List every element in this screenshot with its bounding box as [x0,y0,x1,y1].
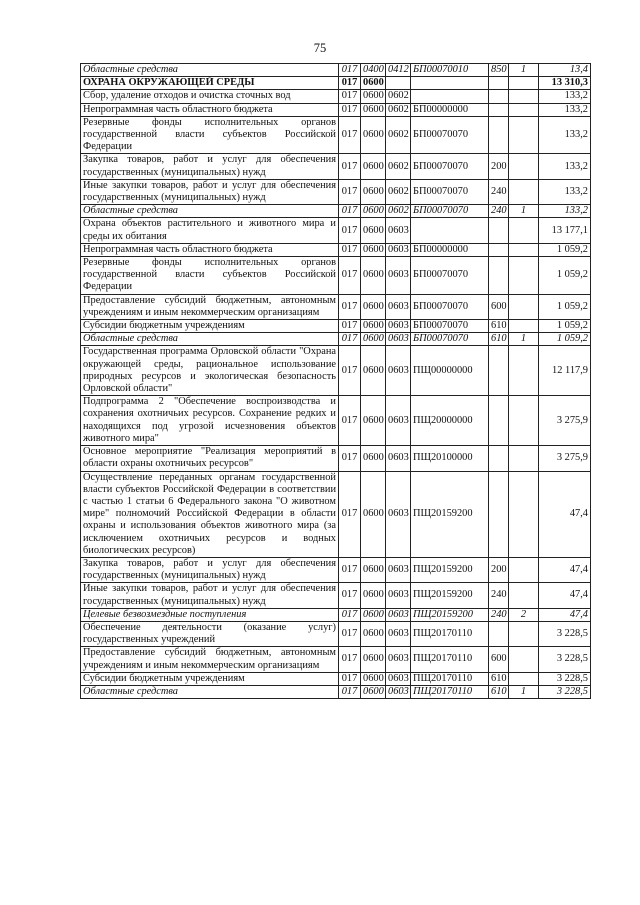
table-row [81,583,591,608]
row-expense-type-cell: 240 [489,179,509,204]
row-funding-source-cell [509,346,539,396]
row-grbs-cell: 017 [339,90,361,103]
row-grbs-cell: 017 [339,446,361,471]
table-row [81,346,591,396]
row-target-article-cell: БП00070070 [411,179,489,204]
row-funding-source-cell [509,647,539,672]
row-name-cell: Непрограммная часть областного бюджета [81,103,339,116]
row-grbs-cell: 017 [339,333,361,346]
row-target-article-cell: ПЩ20159200 [411,583,489,608]
row-subsection-cell: 0412 [386,64,411,77]
row-grbs-cell: 017 [339,583,361,608]
row-subsection-cell: 0603 [386,647,411,672]
table-row [81,557,591,582]
table-row [81,672,591,685]
row-name-cell: Подпрограмма 2 "Обеспечение воспроизводства и сохранения охотничьих ресурсов. Сохранение редких и находящихся под угрозой исчезновения объектов животного мира" [81,396,339,446]
table-row [81,621,591,646]
row-amount-cell: 47,4 [539,608,591,621]
row-grbs-cell: 017 [339,557,361,582]
row-funding-source-cell [509,583,539,608]
row-name-cell: Закупка товаров, работ и услуг для обеспечения государственных (муниципальных) нужд [81,154,339,179]
row-funding-source-cell: 1 [509,64,539,77]
row-target-article-cell: БП00070070 [411,333,489,346]
row-name-cell: Резервные фонды исполнительных органов государственной власти субъектов Российской Федерации [81,116,339,154]
row-expense-type-cell [489,471,509,557]
row-amount-cell: 13,4 [539,64,591,77]
row-target-article-cell: ПЩ00000000 [411,346,489,396]
row-target-article-cell: БП00070010 [411,64,489,77]
row-funding-source-cell [509,179,539,204]
row-target-article-cell: БП00000000 [411,243,489,256]
row-section-cell: 0600 [361,320,386,333]
row-section-cell: 0600 [361,294,386,319]
row-funding-source-cell [509,90,539,103]
row-subsection-cell: 0603 [386,257,411,295]
row-amount-cell: 47,4 [539,557,591,582]
row-name-cell: Предоставление субсидий бюджетным, автономным учреждениям и иным некоммерческим организациям [81,294,339,319]
row-grbs-cell: 017 [339,116,361,154]
row-grbs-cell: 017 [339,294,361,319]
row-expense-type-cell: 200 [489,154,509,179]
row-target-article-cell: ПЩ20170110 [411,672,489,685]
row-funding-source-cell [509,621,539,646]
row-name-cell: Основное мероприятие "Реализация мероприятий в области охраны охотничьих ресурсов" [81,446,339,471]
row-section-cell: 0600 [361,471,386,557]
row-funding-source-cell [509,218,539,243]
table-row [81,446,591,471]
row-expense-type-cell [489,103,509,116]
row-subsection-cell: 0602 [386,154,411,179]
row-funding-source-cell [509,77,539,90]
row-subsection-cell [386,77,411,90]
row-target-article-cell: ПЩ20170110 [411,647,489,672]
table-row [81,333,591,346]
row-name-cell: Предоставление субсидий бюджетным, автономным учреждениям и иным некоммерческим организациям [81,647,339,672]
row-name-cell: Закупка товаров, работ и услуг для обеспечения государственных (муниципальных) нужд [81,557,339,582]
row-target-article-cell [411,218,489,243]
row-target-article-cell: БП00070070 [411,294,489,319]
row-expense-type-cell [489,90,509,103]
table-row [81,608,591,621]
row-amount-cell: 3 228,5 [539,672,591,685]
row-grbs-cell: 017 [339,179,361,204]
row-funding-source-cell [509,257,539,295]
row-name-cell: Государственная программа Орловской области "Охрана окружающей среды, рациональное использование природных ресурсов и экологическая безопасность Орловской области" [81,346,339,396]
row-section-cell: 0600 [361,346,386,396]
row-expense-type-cell [489,116,509,154]
row-target-article-cell: ПЩ20159200 [411,608,489,621]
row-funding-source-cell [509,294,539,319]
row-subsection-cell: 0603 [386,583,411,608]
row-expense-type-cell: 600 [489,647,509,672]
row-expense-type-cell: 240 [489,205,509,218]
row-expense-type-cell [489,621,509,646]
row-expense-type-cell: 240 [489,608,509,621]
row-target-article-cell [411,90,489,103]
row-target-article-cell: ПЩ20170110 [411,621,489,646]
row-name-cell: Целевые безвозмездные поступления [81,608,339,621]
row-section-cell: 0600 [361,257,386,295]
row-section-cell: 0600 [361,243,386,256]
row-grbs-cell: 017 [339,621,361,646]
row-amount-cell: 3 275,9 [539,396,591,446]
row-subsection-cell: 0603 [386,608,411,621]
row-grbs-cell: 017 [339,685,361,698]
table-row [81,320,591,333]
table-row [81,77,591,90]
row-funding-source-cell: 2 [509,608,539,621]
row-grbs-cell: 017 [339,672,361,685]
row-target-article-cell: ПЩ20170110 [411,685,489,698]
table-row [81,90,591,103]
row-expense-type-cell [489,346,509,396]
row-subsection-cell: 0603 [386,218,411,243]
row-grbs-cell: 017 [339,218,361,243]
table-row [81,64,591,77]
row-section-cell: 0600 [361,396,386,446]
row-subsection-cell: 0603 [386,346,411,396]
row-funding-source-cell [509,116,539,154]
table-row [81,116,591,154]
row-section-cell: 0600 [361,557,386,582]
row-amount-cell: 3 228,5 [539,685,591,698]
row-target-article-cell: БП00000000 [411,103,489,116]
row-funding-source-cell [509,243,539,256]
row-amount-cell: 133,2 [539,154,591,179]
row-amount-cell: 47,4 [539,471,591,557]
row-funding-source-cell [509,672,539,685]
row-grbs-cell: 017 [339,103,361,116]
row-target-article-cell: ПЩ20159200 [411,557,489,582]
row-name-cell: Областные средства [81,205,339,218]
row-section-cell: 0600 [361,103,386,116]
row-name-cell: Обеспечение деятельности (оказание услуг) государственных учреждений [81,621,339,646]
row-grbs-cell: 017 [339,154,361,179]
row-amount-cell: 3 275,9 [539,446,591,471]
row-name-cell: Осуществление переданных органам государственной власти субъектов Российской Федерации в соответствии с частью 1 статьи 6 Федерального закона "О животном мире" полномочий Российской Федерации в области охраны и использования объектов животного мира (за исключением охотничьих ресурсов и водных биологических ресурсов) [81,471,339,557]
row-funding-source-cell: 1 [509,685,539,698]
row-target-article-cell: ПЩ20159200 [411,471,489,557]
row-subsection-cell: 0603 [386,557,411,582]
row-expense-type-cell: 610 [489,685,509,698]
row-section-cell: 0600 [361,116,386,154]
row-funding-source-cell [509,396,539,446]
row-amount-cell: 47,4 [539,583,591,608]
row-amount-cell: 133,2 [539,103,591,116]
row-subsection-cell: 0603 [386,396,411,446]
row-expense-type-cell: 610 [489,333,509,346]
row-grbs-cell: 017 [339,608,361,621]
row-amount-cell: 1 059,2 [539,333,591,346]
row-grbs-cell: 017 [339,64,361,77]
row-subsection-cell: 0602 [386,103,411,116]
row-target-article-cell: БП00070070 [411,320,489,333]
row-name-cell: Резервные фонды исполнительных органов государственной власти субъектов Российской Федерации [81,257,339,295]
row-expense-type-cell [489,218,509,243]
table-row [81,218,591,243]
row-expense-type-cell [489,243,509,256]
table-row [81,647,591,672]
row-subsection-cell: 0602 [386,116,411,154]
row-amount-cell: 12 117,9 [539,346,591,396]
row-funding-source-cell [509,557,539,582]
row-name-cell: Иные закупки товаров, работ и услуг для обеспечения государственных (муниципальных) нужд [81,179,339,204]
row-section-cell: 0600 [361,90,386,103]
row-section-cell: 0600 [361,621,386,646]
row-target-article-cell: БП00070070 [411,205,489,218]
table-row [81,471,591,557]
row-amount-cell: 1 059,2 [539,320,591,333]
row-subsection-cell: 0603 [386,243,411,256]
row-name-cell: Областные средства [81,64,339,77]
row-grbs-cell: 017 [339,257,361,295]
row-funding-source-cell: 1 [509,205,539,218]
row-name-cell: Субсидии бюджетным учреждениям [81,672,339,685]
table-row [81,243,591,256]
row-subsection-cell: 0603 [386,320,411,333]
row-subsection-cell: 0602 [386,179,411,204]
row-amount-cell: 3 228,5 [539,647,591,672]
row-target-article-cell: БП00070070 [411,257,489,295]
table-row [81,103,591,116]
row-section-cell: 0400 [361,64,386,77]
table-row [81,179,591,204]
row-section-cell: 0600 [361,333,386,346]
row-expense-type-cell [489,396,509,446]
row-target-article-cell: БП00070070 [411,116,489,154]
row-section-cell: 0600 [361,179,386,204]
row-name-cell: ОХРАНА ОКРУЖАЮЩЕЙ СРЕДЫ [81,77,339,90]
row-target-article-cell: БП00070070 [411,154,489,179]
row-grbs-cell: 017 [339,320,361,333]
row-funding-source-cell [509,103,539,116]
row-expense-type-cell: 600 [489,294,509,319]
table-row [81,257,591,295]
row-expense-type-cell: 200 [489,557,509,582]
row-expense-type-cell: 240 [489,583,509,608]
table-row [81,396,591,446]
row-section-cell: 0600 [361,672,386,685]
budget-table [80,63,591,699]
row-name-cell: Сбор, удаление отходов и очистка сточных вод [81,90,339,103]
row-section-cell: 0600 [361,583,386,608]
row-subsection-cell: 0603 [386,333,411,346]
row-section-cell: 0600 [361,685,386,698]
row-amount-cell: 133,2 [539,90,591,103]
row-expense-type-cell [489,77,509,90]
row-grbs-cell: 017 [339,471,361,557]
row-section-cell: 0600 [361,218,386,243]
row-expense-type-cell: 850 [489,64,509,77]
row-section-cell: 0600 [361,608,386,621]
row-subsection-cell: 0603 [386,294,411,319]
row-target-article-cell [411,77,489,90]
page-number: 75 [313,41,327,55]
row-section-cell: 0600 [361,77,386,90]
row-funding-source-cell: 1 [509,333,539,346]
row-name-cell: Непрограммная часть областного бюджета [81,243,339,256]
row-subsection-cell: 0603 [386,471,411,557]
row-expense-type-cell [489,446,509,471]
row-name-cell: Областные средства [81,685,339,698]
row-funding-source-cell [509,446,539,471]
row-amount-cell: 1 059,2 [539,294,591,319]
table-row [81,205,591,218]
row-amount-cell: 13 177,1 [539,218,591,243]
row-section-cell: 0600 [361,446,386,471]
row-subsection-cell: 0603 [386,446,411,471]
row-grbs-cell: 017 [339,396,361,446]
row-funding-source-cell [509,320,539,333]
table-row [81,294,591,319]
row-grbs-cell: 017 [339,346,361,396]
table-row [81,685,591,698]
table-row [81,154,591,179]
row-subsection-cell: 0603 [386,685,411,698]
row-funding-source-cell [509,471,539,557]
row-section-cell: 0600 [361,205,386,218]
row-funding-source-cell [509,154,539,179]
row-target-article-cell: ПЩ20000000 [411,396,489,446]
row-subsection-cell: 0603 [386,672,411,685]
row-grbs-cell: 017 [339,205,361,218]
row-name-cell: Областные средства [81,333,339,346]
row-subsection-cell: 0602 [386,205,411,218]
row-section-cell: 0600 [361,154,386,179]
row-grbs-cell: 017 [339,647,361,672]
row-amount-cell: 133,2 [539,116,591,154]
row-name-cell: Иные закупки товаров, работ и услуг для обеспечения государственных (муниципальных) нужд [81,583,339,608]
row-grbs-cell: 017 [339,77,361,90]
row-name-cell: Субсидии бюджетным учреждениям [81,320,339,333]
row-subsection-cell: 0603 [386,621,411,646]
row-amount-cell: 1 059,2 [539,257,591,295]
row-amount-cell: 3 228,5 [539,621,591,646]
row-grbs-cell: 017 [339,243,361,256]
row-amount-cell: 133,2 [539,179,591,204]
row-target-article-cell: ПЩ20100000 [411,446,489,471]
row-expense-type-cell [489,257,509,295]
row-expense-type-cell: 610 [489,672,509,685]
budget-table-body [81,64,591,699]
row-subsection-cell: 0602 [386,90,411,103]
row-amount-cell: 13 310,3 [539,77,591,90]
row-amount-cell: 133,2 [539,205,591,218]
row-amount-cell: 1 059,2 [539,243,591,256]
row-section-cell: 0600 [361,647,386,672]
row-name-cell: Охрана объектов растительного и животного мира и среды их обитания [81,218,339,243]
row-expense-type-cell: 610 [489,320,509,333]
